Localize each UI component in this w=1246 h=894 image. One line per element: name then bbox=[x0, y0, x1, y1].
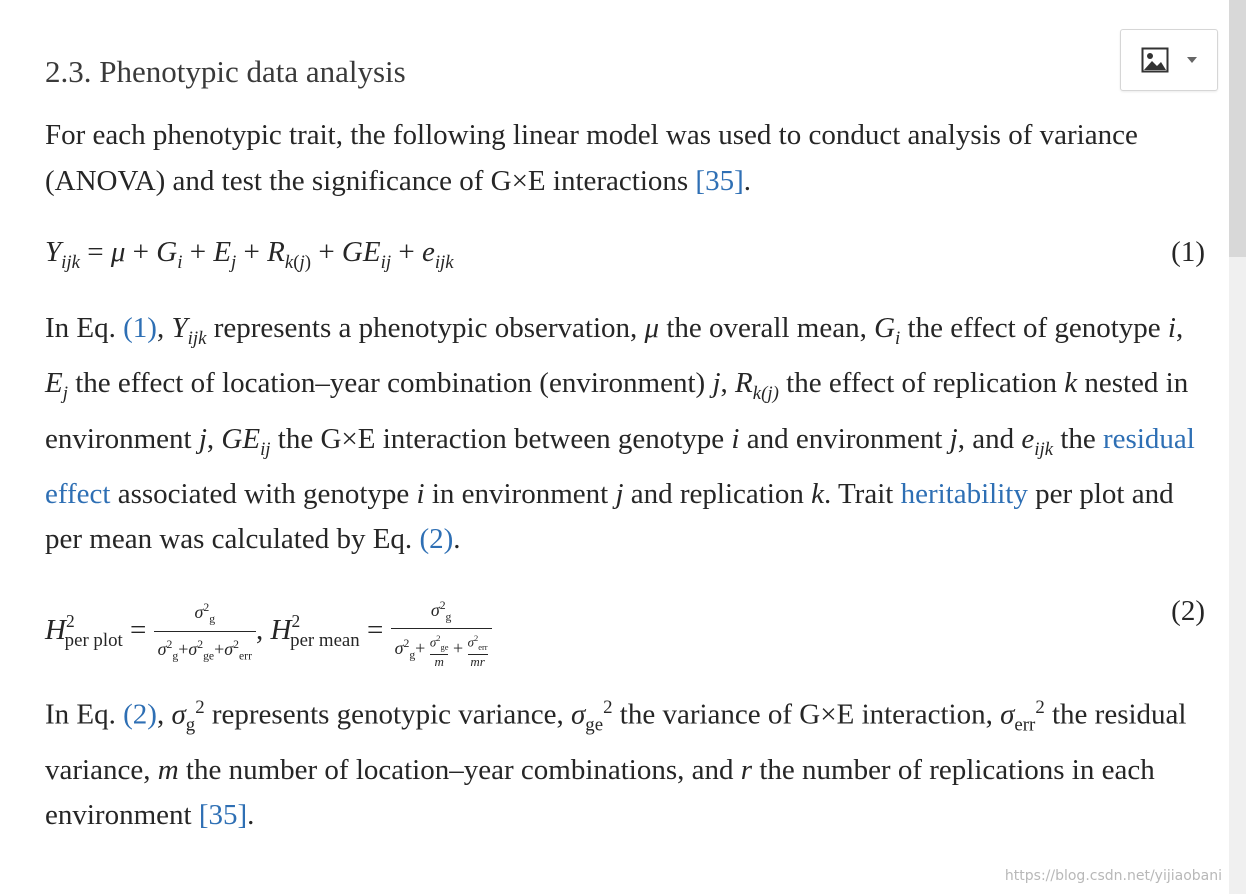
variance-description-paragraph: In Eq. (2), $\sigma_g^2$ represents genotypic variance, $\sigma_{ge}^2$ the variance of G×E interaction, $\sigma_{err}^2$ the residual variance, m the number of location–year combinations, and r the number of replications in each environment [35]. bbox=[45, 696, 1187, 832]
equation-1-formula: $Y_{ijk} = \mu + G_i + E_j + R_{k(j)} + GE_{ij} + e_{ijk}$ bbox=[45, 236, 454, 273]
equation-ref-2[interactable]: (2) bbox=[419, 523, 454, 556]
scrollbar-thumb[interactable] bbox=[1229, 0, 1246, 257]
model-description-paragraph: In Eq. (1), $Y_{ijk}$ represents a phenotypic observation, μ the overall mean, $G_i$ the effect of genotype i, $E_j$ the effect of location–year combination (environment) j, $R_{k(j)}$ the effect of replication k nested in environment j, $GE_{ij}$ the G×E interaction between genotype i and environment j, and $e_{ijk}$ the residual effect associated with genotype i in environment j and replication k. Trait heritability per plot and per mean was calculated by Eq. (2). bbox=[45, 312, 1195, 556]
equation-1-number: (1) bbox=[1171, 236, 1205, 268]
equation-ref-1[interactable]: (1) bbox=[123, 312, 157, 344]
intro-paragraph: For each phenotypic trait, the following linear model was used to conduct analysis of variance (ANOVA) and test the significance of G×E interactions [35]. bbox=[45, 119, 1138, 197]
equation-1 bbox=[45, 236, 1205, 296]
watermark: https://blog.csdn.net/yijiaobani bbox=[1004, 868, 1222, 884]
citation-link-35b[interactable]: [35] bbox=[198, 799, 248, 832]
article-section bbox=[45, 52, 1205, 839]
equation-2 bbox=[45, 595, 1205, 685]
section-title: 2.3. Phenotypic data analysis bbox=[45, 54, 406, 89]
citation-link-35[interactable]: [35] bbox=[695, 164, 744, 197]
equation-ref-2b[interactable]: (2) bbox=[123, 698, 157, 731]
equation-2-formula: $H^2_{per plot}$ = $\frac{\sigma^2_g}{\sigma^2_g+\sigma^2_{ge}+\sigma^2_{err}}$ , $H^2_{per mean}$ = $\sigma^2_g$ $\sigma^2_g+$ $\frac{\sigma^2_{ge}}{m}$ + $\sigma^2_{err}$ mr bbox=[45, 595, 492, 670]
residual-effect-link[interactable]: residual effect bbox=[45, 422, 1195, 510]
heritability-link[interactable]: heritability bbox=[900, 477, 1028, 510]
equation-2-number: (2) bbox=[1171, 594, 1205, 627]
